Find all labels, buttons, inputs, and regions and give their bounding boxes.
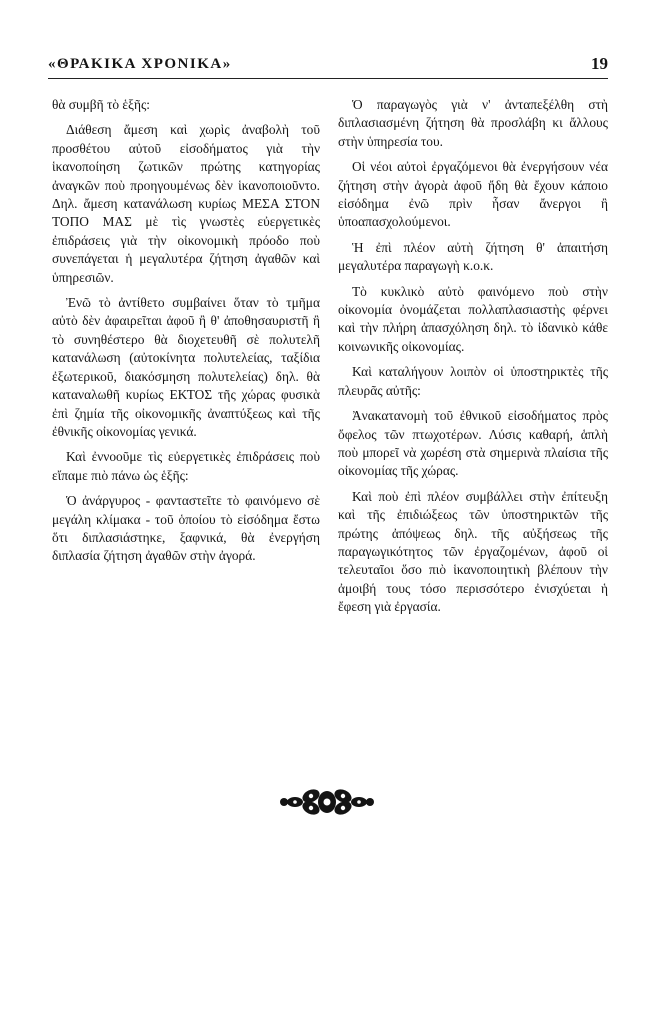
paragraph: Καὶ ποὺ ἐπὶ πλέον συμβάλλει στὴν ἐπίτευξη καὶ τῆς ἐπιδιώξεως τῶν ὑποστηρικτῶν τῆς πρώτης ἀπόψεως δηλ. τῆς αὐξήσεως τῆς παραγωγικότητος τῶν ἐργαζομένων, ἀφοῦ οἱ τελευταῖοι ὅσο πιὸ ἱκανοποιητικὴ βλέπουν τὴν ἀμοιβή τους τόσο περισσότερο ἐνισχύεται ἡ ἔφεση γιὰ ἐργασία. <box>338 488 608 615</box>
paragraph: Τὸ κυκλικὸ αὐτὸ φαινόμενο ποὺ στὴν οἰκονομία ὀνομάζεται πολλαπλασιαστὴς φέρνει καὶ τὴν πλήρη ἀπασχόληση δηλ. τὸ ἰδανικὸ κάθε κοινωνικῆς οἰκονομίας. <box>338 283 608 354</box>
paragraph: Διάθεση ἄμεση καὶ χωρὶς ἀναβολὴ τοῦ προσθέτου αὐτοῦ εἰσοδήματος γιὰ τὴν ἱκανοποίηση ζωτικῶν πρώτης κατηγορίας ἀναγκῶν ποὺ προηγουμένως δὲν ἱκανοποιοῦντο. Δηλ. ἄμεση κατανάλωση κυρίως ΜΕΣΑ ΣΤΟΝ ΤΟΠΟ ΜΑΣ μὲ τὶς γνωστὲς εὐεργετικὲς ἐπιδράσεις γιὰ τὴν οἰκονομικὴ πρόοδο ποὺ συνεπάγεται ἡ μεγαλυτέρα ζήτηση ἀγαθῶν καὶ ὑπηρεσιῶν. <box>52 122 320 285</box>
paragraph: Καὶ ἐννοοῦμε τὶς εὐεργετικὲς ἐπιδράσεις ποὺ εἴπαμε πιὸ πάνω ὡς ἑξῆς: <box>52 449 320 483</box>
paragraph: Ἡ ἐπὶ πλέον αὐτὴ ζήτηση θ' ἀπαιτήση μεγαλυτέρα παραγωγὴ κ.ο.κ. <box>338 239 608 274</box>
paragraph: Ὁ ἀνάργυρος - φανταστεῖτε τὸ φαινόμενο σὲ μεγάλη κλίμακα - τοῦ ὁποίου τὸ εἰσόδημα ἔστω ὅτι διπλασιάστηκε, ξαφνικά, θὰ ἐνεργήση διπλασία ζήτηση ἀγαθῶν στὴν ἀγορά. <box>52 493 320 564</box>
left-column <box>52 96 320 573</box>
paragraph: θὰ συμβῆ τὸ ἑξῆς: <box>52 97 151 112</box>
paragraph: Ἀνακατανομὴ τοῦ ἐθνικοῦ εἰσοδήματος πρὸς ὄφελος τῶν πτωχοτέρων. Λύσις καθαρή, ἁπλὴ ποὺ μπορεῖ νὰ χωρέση στὰ σημερινὰ πλαίσια τῆς οἰκονομίας τῆς χώρας. <box>338 408 608 479</box>
paragraph: Οἱ νέοι αὐτοὶ ἐργαζόμενοι θὰ ἐνεργήσουν νέα ζήτηση στὴν ἀγορὰ ἀφοῦ ἤδη θὰ ἔχουν κάποιο εἰσόδημα ἐνῶ πρὶν ἦσαν ἄνεργοι ἢ ὑποαπασχολούμενοι. <box>338 159 608 230</box>
paragraph: Καὶ καταλήγουν λοιπὸν οἱ ὑποστηρικτὲς τῆς πλευρᾶς αὐτῆς: <box>338 364 608 398</box>
paragraph: Ἐνῶ τὸ ἀντίθετο συμβαίνει ὅταν τὸ τμῆμα αὐτὸ δὲν ἀφαιρεῖται ἀφοῦ ἢ θ' ἀποθησαυριστῆ ἢ τὸ συνηθέστερο θὰ διοχετευθῆ σὲ πολυτελῆ κατανάλωση (αὐτοκίνητα πολυτελείας, ταξίδια ἐξωτερικοῦ, διακόσμηση πολυτελείας) δηλ. θὰ καταναλωθῆ κυρίως ΕΚΤΟΣ τῆς χώρας φυσικὰ ἐπὶ ζημία τῆς οἰκονομικῆς ἀναπτύξεως καὶ τῆς ἐθνικῆς οἰκονομίας γενικά. <box>52 295 320 439</box>
page-number: 19 <box>591 54 608 73</box>
right-column <box>338 96 608 624</box>
paragraph: Ὁ παραγωγὸς γιὰ ν' ἀνταπεξέλθη στὴ διπλασιασμένη ζήτηση θὰ προσλάβη κι ἄλλους στὴν ὑπηρεσία του. <box>338 97 608 149</box>
floral-ornament-icon <box>277 785 377 819</box>
running-title: «ΘΡΑΚΙΚΑ ΧΡΟΝΙΚΑ» <box>48 56 232 72</box>
running-header <box>48 56 608 79</box>
